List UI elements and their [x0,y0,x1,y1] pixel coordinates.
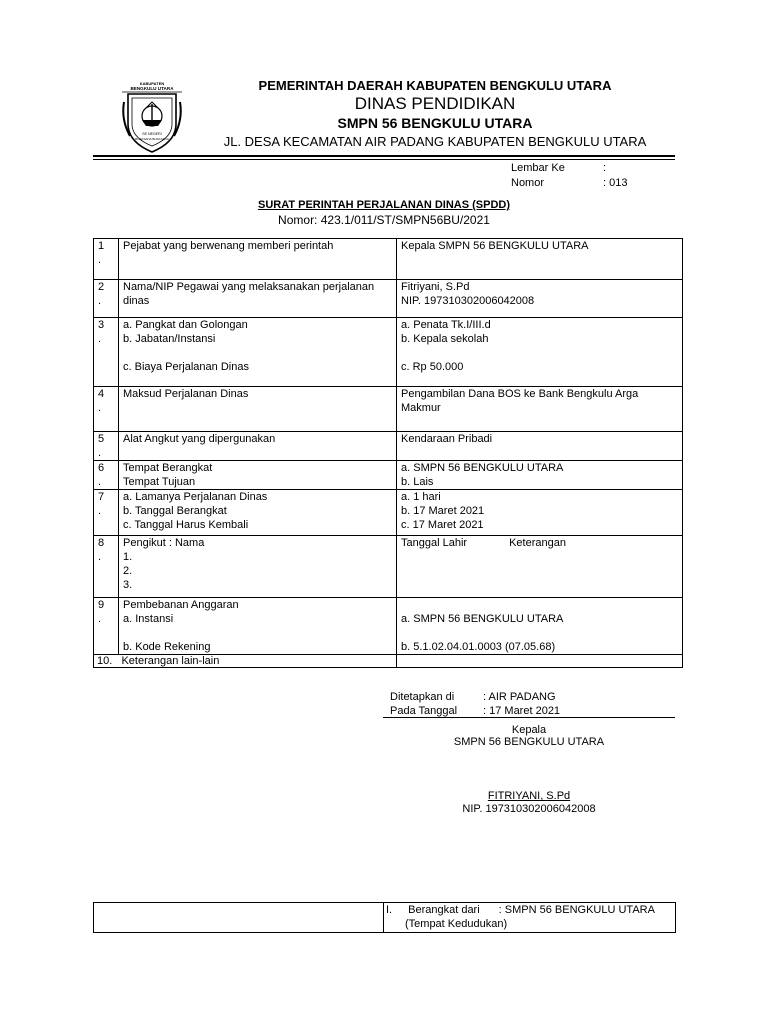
document-title: SURAT PERINTAH PERJALANAN DINAS (SPDD) [258,199,510,211]
tanggal-value: : 17 Maret 2021 [483,705,561,717]
lembar-value: : [603,162,607,174]
departure-table [93,902,676,933]
sign-rule [383,717,675,718]
table-row: 7 . a. Lamanya Perjalanan Dinas b. Tanggal Berangkat c. Tanggal Harus Kembali a. 1 hari b. 17 Maret 2021 c. 17 Maret 2021 [94,490,683,536]
nomor-label: Nomor [511,177,545,189]
table-row: 2 . Nama/NIP Pegawai yang melaksanakan perjalanan dinas Fitriyani, S.Pd NIP. 197310302006042008 [94,280,683,318]
signer-nip: NIP. 197310302006042008 [462,803,596,815]
header-school: SMPN 56 BENGKULU UTARA [337,115,533,131]
table-row: 9 . Pembebanan Anggaran a. Instansi b. Kode Rekening a. SMPN 56 BENGKULU UTARA b. 5.1.02.04.01.0003 (07.05.68) [94,598,683,655]
logo-top-text: KABUPATEN [139,81,165,86]
bengkulu-utara-emblem [118,80,186,156]
signer-name: FITRIYANI, S.Pd [487,790,571,802]
lembar-label: Lembar Ke [511,162,565,174]
table-row: 4 . Maksud Perjalanan Dinas Pengambilan Dana BOS ke Bank Bengkulu Arga Makmur [94,387,683,432]
tanggal-label: Pada Tanggal [390,705,458,717]
logo-ribbon-text: SE NEGERI [142,132,162,136]
nomor-value: : 013 [603,177,628,189]
logo-name-text: BENGKULU UTARA [130,86,174,91]
sign-position: Kepala [511,724,547,736]
table-row: 10. Keterangan lain-lain [94,655,683,668]
header-rule-thin [93,159,675,160]
header-rule-thick [93,155,675,157]
table-row: 5 . Alat Angkut yang dipergunakan Kendaraan Pribadi [94,432,683,461]
logo-motto-text: BIJAKSANA BIJAKSANA [135,137,169,141]
ditetapkan-value: : AIR PADANG [483,691,556,703]
header-address: JL. DESA KECAMATAN AIR PADANG KABUPATEN BENGKULU UTARA [223,134,647,149]
ditetapkan-label: Ditetapkan di [390,691,455,703]
header-government: PEMERINTAH DAERAH KABUPATEN BENGKULU UTARA [258,78,612,93]
spd-table [93,238,683,668]
sign-institution: SMPN 56 BENGKULU UTARA [453,736,605,748]
table-row: 8 . Pengikut : Nama 1. 2. 3. Tanggal Lahir Keterangan [94,536,683,598]
table-row: 1 . Pejabat yang berwenang memberi perintah Kepala SMPN 56 BENGKULU UTARA [94,239,683,280]
document-number: Nomor: 423.1/011/ST/SMPN56BU/2021 [278,213,490,227]
header-department: DINAS PENDIDIKAN [354,94,516,113]
table-row: 3 . a. Pangkat dan Golongan b. Jabatan/Instansi c. Biaya Perjalanan Dinas a. Penata Tk.I/III.d b. Kepala sekolah c. Rp 50.000 [94,318,683,387]
table-row: I. Berangkat dari : SMPN 56 BENGKULU UTARA (Tempat Kedudukan) [94,903,676,933]
table-row: 6 . Tempat Berangkat Tempat Tujuan a. SMPN 56 BENGKULU UTARA b. Lais [94,461,683,490]
